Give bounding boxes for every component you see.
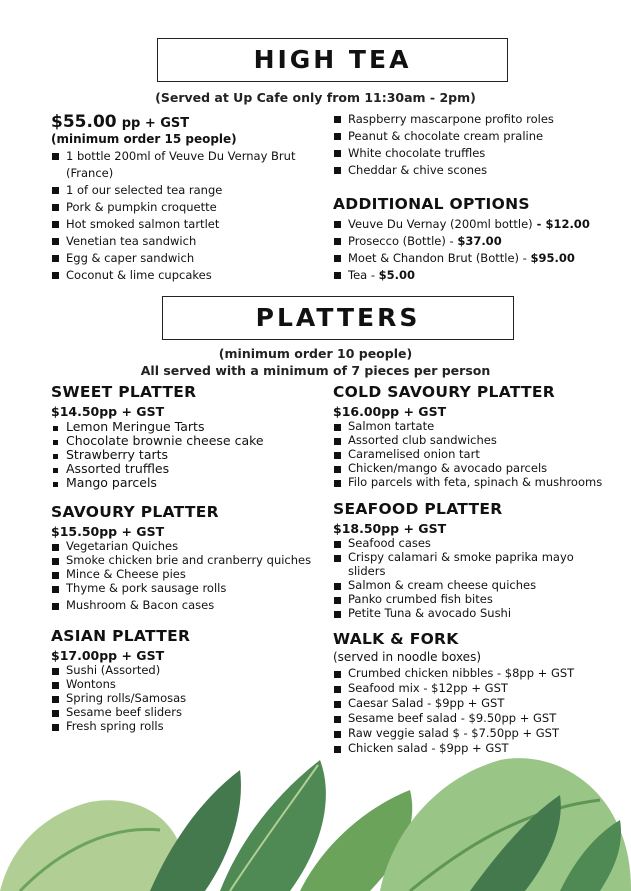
sweet-platter-price: $14.50pp + GST xyxy=(51,404,165,419)
list-item: Smoke chicken brie and cranberry quiches xyxy=(51,553,321,567)
option-label: Veuve Du Vernay (200ml bottle) xyxy=(348,217,533,231)
sweet-platter-list xyxy=(51,420,321,490)
high-tea-items-right xyxy=(333,111,613,179)
option-price: $37.00 xyxy=(457,234,502,248)
cold-savoury-platter-price: $16.00pp + GST xyxy=(333,404,447,419)
high-tea-served-note: (Served at Up Cafe only from 11:30am - 2pm) xyxy=(155,90,476,105)
list-item: Raw veggie salad $ - $7.50pp + GST xyxy=(333,726,623,741)
seafood-platter-price: $18.50pp + GST xyxy=(333,521,447,536)
list-item: Raspberry mascarpone profito roles xyxy=(333,111,613,128)
walk-and-fork-note: (served in noodle boxes) xyxy=(333,650,481,664)
list-item: Vegetarian Quiches xyxy=(51,539,321,553)
list-item: Chocolate brownie cheese cake xyxy=(51,434,321,448)
high-tea-items-left xyxy=(51,148,321,284)
option-label: Prosecco (Bottle) xyxy=(348,234,446,248)
option-sep: - xyxy=(532,217,546,231)
list-item: Strawberry tarts xyxy=(51,448,321,462)
high-tea-price xyxy=(51,112,321,132)
cold-savoury-platter-list xyxy=(333,419,623,489)
list-item: 1 of our selected tea range xyxy=(51,182,321,199)
option-label: Tea xyxy=(348,268,368,282)
seafood-platter-title: SEAFOOD PLATTER xyxy=(333,500,503,518)
monstera-leaf-left xyxy=(0,800,180,891)
list-item xyxy=(333,216,613,233)
list-item: Fresh spring rolls xyxy=(51,719,321,733)
list-item xyxy=(333,233,613,250)
list-item: Pork & pumpkin croquette xyxy=(51,199,321,216)
list-item: (France) xyxy=(66,166,114,180)
list-item: Caramelised onion tart xyxy=(333,447,623,461)
list-item: Filo parcels with feta, spinach & mushrooms xyxy=(333,475,623,489)
additional-options-title: ADDITIONAL OPTIONS xyxy=(333,195,530,213)
high-tea-title: HIGH TEA xyxy=(157,38,508,82)
platters-served-note: All served with a minimum of 7 pieces per person xyxy=(140,363,491,378)
list-item: Spring rolls/Samosas xyxy=(51,691,321,705)
option-price: $5.00 xyxy=(378,268,416,282)
option-sep: - xyxy=(519,251,531,265)
list-item: Sesame beef salad - $9.50pp + GST xyxy=(333,711,623,726)
list-item: Lemon Meringue Tarts xyxy=(51,420,321,434)
list-item: 1 bottle 200ml of Veuve Du Vernay Brut xyxy=(51,148,321,165)
list-item: Coconut & lime cupcakes xyxy=(51,267,321,284)
cold-savoury-platter-section xyxy=(333,383,623,489)
savoury-platter-section xyxy=(51,503,321,612)
option-label: Moet & Chandon Brut (Bottle) xyxy=(348,251,520,265)
list-item: Wontons xyxy=(51,677,321,691)
list-item: Chicken salad - $9pp + GST xyxy=(333,741,623,756)
savoury-platter-title: SAVOURY PLATTER xyxy=(51,503,219,521)
platters-title: PLATTERS xyxy=(162,296,514,340)
option-sep: - xyxy=(445,234,458,248)
list-item: Thyme & pork sausage rolls xyxy=(51,581,321,595)
list-item xyxy=(333,250,613,267)
savoury-platter-list xyxy=(51,539,321,612)
high-tea-min-order: (minimum order 15 people) xyxy=(51,132,237,146)
platters-min-order: (minimum order 10 people) xyxy=(218,346,413,361)
additional-options-list xyxy=(333,216,613,284)
savoury-platter-price: $15.50pp + GST xyxy=(51,524,165,539)
list-item: Egg & caper sandwich xyxy=(51,250,321,267)
list-item: Mince & Cheese pies xyxy=(51,567,321,581)
asian-platter-price: $17.00pp + GST xyxy=(51,648,165,663)
list-item: Sesame beef sliders xyxy=(51,705,321,719)
list-item: Assorted truffles xyxy=(51,462,321,476)
list-item: Petite Tuna & avocado Sushi xyxy=(333,606,623,620)
list-item xyxy=(333,267,613,284)
list-item: Chicken/mango & avocado parcels xyxy=(333,461,623,475)
option-price: $95.00 xyxy=(530,251,575,265)
list-item: Peanut & chocolate cream praline xyxy=(333,128,613,145)
asian-platter-list xyxy=(51,663,321,733)
list-item: Cheddar & chive scones xyxy=(333,162,613,179)
tropical-leaves-decoration xyxy=(0,740,631,891)
list-item: Crumbed chicken nibbles - $8pp + GST xyxy=(333,666,623,681)
seafood-platter-list xyxy=(333,536,623,620)
list-item: Venetian tea sandwich xyxy=(51,233,321,250)
high-tea-price-value: $55.00 xyxy=(51,112,117,132)
asian-platter-title: ASIAN PLATTER xyxy=(51,627,191,645)
option-sep: - xyxy=(367,268,379,282)
list-item: Mushroom & Bacon cases xyxy=(51,598,321,612)
list-item: Panko crumbed fish bites xyxy=(333,592,623,606)
sweet-platter-section xyxy=(51,383,321,490)
list-item: Salmon & cream cheese quiches xyxy=(333,578,623,592)
list-item: Hot smoked salmon tartlet xyxy=(51,216,321,233)
high-tea-price-suffix: pp + GST xyxy=(121,116,190,131)
list-item: Crispy calamari & smoke paprika mayo xyxy=(333,550,623,564)
list-item: Salmon tartate xyxy=(333,419,623,433)
list-item: Sushi (Assorted) xyxy=(51,663,321,677)
seafood-platter-section xyxy=(333,500,623,620)
list-item: Seafood cases xyxy=(333,536,623,550)
cold-savoury-platter-title: COLD SAVOURY PLATTER xyxy=(333,383,556,401)
list-item: Mango parcels xyxy=(51,476,321,490)
list-item: Caesar Salad - $9pp + GST xyxy=(333,696,623,711)
option-price: $12.00 xyxy=(545,217,590,231)
list-item: Seafood mix - $12pp + GST xyxy=(333,681,623,696)
list-item: sliders xyxy=(348,564,386,578)
list-item: White chocolate truffles xyxy=(333,145,613,162)
high-tea-right-column xyxy=(333,111,613,284)
list-item: Assorted club sandwiches xyxy=(333,433,623,447)
high-tea-left-column xyxy=(51,112,321,284)
walk-and-fork-title: WALK & FORK xyxy=(333,630,459,648)
asian-platter-section xyxy=(51,627,321,733)
walk-and-fork-section xyxy=(333,630,623,756)
sweet-platter-title: SWEET PLATTER xyxy=(51,383,197,401)
